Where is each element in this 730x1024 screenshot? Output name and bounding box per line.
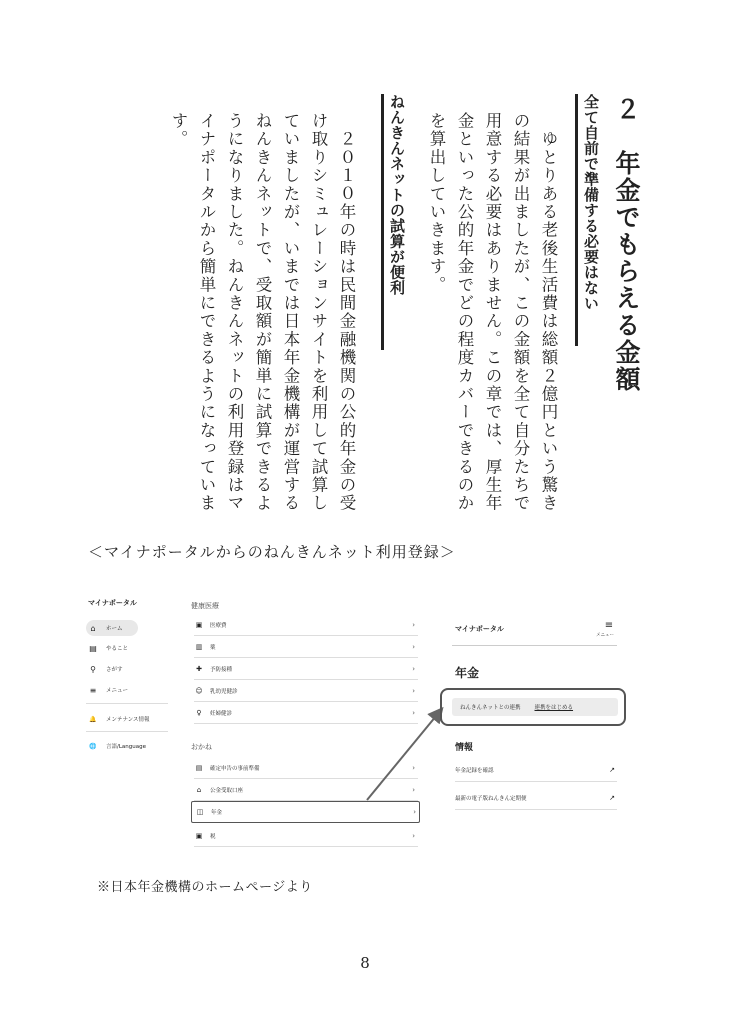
infant-checkup-icon: ☺ (195, 686, 203, 695)
menu-item-label: 年金 (211, 810, 223, 816)
sidebar-item-label: メニュー (106, 688, 129, 694)
menu-item-label: 確定申告の事前準備 (210, 765, 260, 772)
section-heading-self-preparation: 全て自前で準備する必要はない (575, 94, 602, 346)
chevron-right-icon: › (413, 808, 416, 816)
info-link-label: 年金記録を確認 (455, 768, 494, 774)
section1-body: ゆとりある老後生活費は総額２億円という驚き の結果が出ましたが、この金額を全て自分たちで 用意する必要はありません。この章では、厚生年 金といった公的年金でどの程度カバーできるのか を算出していきます。 (427, 112, 558, 513)
sidebar-item-label: やること (106, 646, 129, 652)
home-icon: ⌂ (90, 623, 96, 633)
chevron-right-icon: › (412, 763, 415, 772)
medical-cost-icon: ▣ (195, 620, 203, 629)
section2-body: ２０１０年の時は民間金融機関の公的年金の受 け取りシミュレーションサイトを利用して試算し ていましたが、いまでは日本年金機構が運営する ねんきんネットで、受取額が簡単に試算できるよ うになりました。ねんきんネットの利用登録はマ イナポータルから簡単にできるようになっていま す。 (169, 112, 356, 513)
nenkin-net-link-row[interactable] (452, 698, 618, 716)
chapter-title: ２ 年金でもらえる金額 (612, 96, 641, 393)
external-link-icon: ↗ (609, 766, 615, 774)
page-number: 8 (360, 954, 370, 972)
menu-item-label: 薬 (210, 644, 216, 651)
external-link-icon: ↗ (609, 794, 615, 802)
sidebar-item-label: さがす (106, 667, 123, 673)
search-icon: ⚲ (90, 664, 96, 674)
pregnancy-checkup-icon: ♀ (196, 708, 202, 717)
right-divider (452, 645, 617, 646)
nenkin-net-link-label: ねんきんネットとの連携 (460, 705, 521, 711)
sidebar-item-label: ホーム (106, 626, 123, 632)
medicine-icon: ▥ (195, 642, 203, 651)
menu-item-label: 税 (210, 833, 216, 840)
chevron-right-icon: › (412, 620, 415, 629)
chevron-right-icon: › (412, 831, 415, 840)
menu-item-label: 医療費 (210, 622, 227, 629)
group-label-health: 健康医療 (191, 602, 219, 610)
figure-caption: ＜マイナポータルからのねんきんネット利用登録＞ (88, 543, 456, 561)
bell-icon: 🔔 (89, 715, 97, 723)
tax-icon: ▣ (195, 831, 203, 840)
right-panel-logo: マイナポータル (455, 625, 504, 633)
pension-heading: 年金 (455, 666, 480, 680)
section-heading-nenkin-net: ねんきんネットの試算が便利 (381, 94, 408, 350)
todo-icon: ▤ (89, 643, 97, 653)
info-heading: 情報 (455, 743, 474, 753)
figure-source-note: ※日本年金機構のホームページより (97, 880, 313, 895)
menu-item-label: 妊婦健診 (210, 710, 233, 717)
group-label-money: おかね (191, 743, 212, 751)
info-link-label: 最新の電子版ねんきん定期便 (455, 796, 527, 802)
bank-icon: ⌂ (196, 785, 202, 794)
menu-item-label: 予防接種 (210, 666, 233, 673)
menu-item-label: 公金受取口座 (210, 787, 244, 794)
hamburger-menu-icon[interactable]: ≡ (604, 620, 614, 631)
pension-icon: ◫ (196, 808, 204, 816)
info-link-nenkin-teikibin[interactable] (455, 787, 617, 810)
start-link-button[interactable]: 連携をはじめる (534, 705, 574, 711)
tax-return-icon: ▤ (195, 763, 203, 772)
sidebar-item-label: メンテナンス情報 (106, 717, 150, 723)
globe-icon: 🌐 (89, 742, 97, 750)
chevron-right-icon: › (412, 785, 415, 794)
chevron-right-icon: › (412, 686, 415, 695)
chevron-right-icon: › (412, 642, 415, 651)
right-menu-label: メニュー (596, 633, 614, 638)
myna-portal-logo: マイナポータル (88, 599, 137, 607)
sidebar-item-label: 言語/Language (106, 744, 146, 750)
chevron-right-icon: › (412, 708, 415, 717)
menu-icon: ≡ (89, 685, 97, 695)
info-link-pension-record[interactable] (455, 759, 617, 782)
chevron-right-icon: › (412, 664, 415, 673)
menu-item-label: 乳幼児健診 (210, 688, 238, 695)
vaccine-icon: ✚ (196, 664, 202, 673)
